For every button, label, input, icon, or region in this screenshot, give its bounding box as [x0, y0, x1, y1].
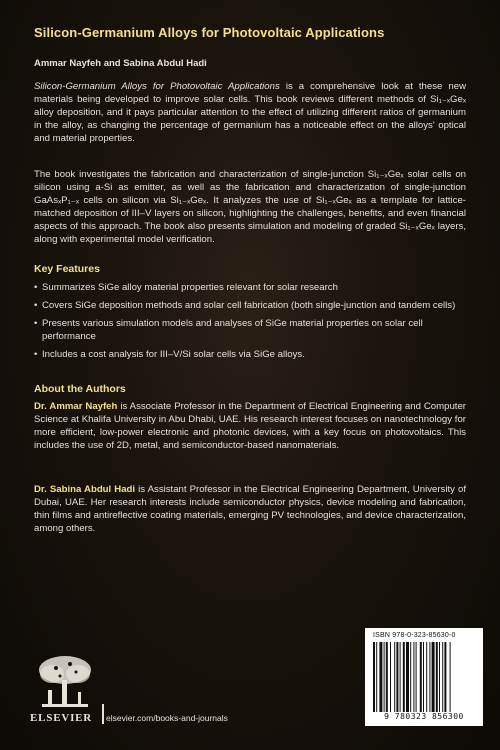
barcode-icon: [373, 642, 475, 712]
author1-bio: is Associate Professor in the Department of Electrical Engineering and Computer Science at Khalifa University in Abu Dhabi, UAE. His research interest focuses on nanotechnology for more efficient, low-power electronic and photonic devices, with a key focus on photovoltaics. This includes the use of 2D, metal, and semiconductor-based nanomaterials.: [34, 401, 466, 452]
author1-name: Dr. Ammar Nayfeh: [34, 401, 118, 412]
publisher-name: ELSEVIER: [30, 712, 93, 724]
key-feature-item: • Covers SiGe deposition methods and solar cell fabrication (both single-junction and tandem cells): [34, 299, 466, 312]
author2-bio-paragraph: [34, 483, 466, 535]
barcode-number: 9 780323 856300: [384, 712, 464, 721]
author1-bio-paragraph: [34, 400, 466, 452]
isbn-label: ISBN 978-0-323-85630-0: [373, 632, 456, 639]
elsevier-tree-logo-icon: [34, 654, 96, 710]
intro-p1-text: is a comprehensive look at these new materials being developed to improve solar cells. This book reviews different methods of Si₁₋ₓGeₓ alloy deposition, and it pays particular attention to the effect of utilizing different ratios of germanium in the alloy, as changing the percentage of germanium has a noticeable effect on the alloys' optical and material properties.: [34, 81, 466, 145]
book-title: Silicon-Germanium Alloys for Photovoltaic Applications: [34, 25, 385, 40]
author2-name: Dr. Sabina Abdul Hadi: [34, 484, 136, 495]
key-features-list: [34, 281, 466, 366]
key-feature-item: • Summarizes SiGe alloy material properties relevant for solar research: [34, 281, 466, 294]
author2-bio: is Assistant Professor in the Electrical Engineering Department, University of Dubai, UAE. Her research interests include semiconductor physics, device modeling and fabrication, thin films and antireflective coating materials, emerging PV technologies, and device characterization, among others.: [34, 484, 466, 535]
divider: [102, 704, 104, 724]
isbn-barcode-box: [365, 628, 483, 726]
key-feature-item: • Includes a cost analysis for III–V/Si solar cells via SiGe alloys.: [34, 348, 466, 361]
key-feature-item: • Presents various simulation models and analyses of SiGe material properties on solar cell performance: [34, 317, 466, 343]
intro-paragraph-1: [34, 80, 466, 145]
about-authors-heading: About the Authors: [34, 383, 126, 395]
key-features-heading: Key Features: [34, 263, 100, 275]
publisher-url[interactable]: elsevier.com/books-and-journals: [106, 713, 228, 723]
book-authors: Ammar Nayfeh and Sabina Abdul Hadi: [34, 58, 207, 69]
intro-paragraph-2: The book investigates the fabrication and characterization of single-junction Si₁₋ₓGeₓ solar cells on silicon using a-Si as emitter, as well as the fabrication and characterization of single-junction GaAsₓP₁₋ₓ cells on silicon via Si₁₋ₓGeₓ. It analyzes the use of Si₁₋ₓGeₓ as a template for lattice-matched deposition of III–V layers on silicon, highlighting the challenges, benefits, and even financial aspects of this approach. The book also presents simulation and modeling of graded Si₁₋ₓGeₓ layers, along with experimental model verification.: [34, 169, 466, 246]
intro-italic-title: Silicon-Germanium Alloys for Photovoltaic Applications: [34, 81, 280, 92]
